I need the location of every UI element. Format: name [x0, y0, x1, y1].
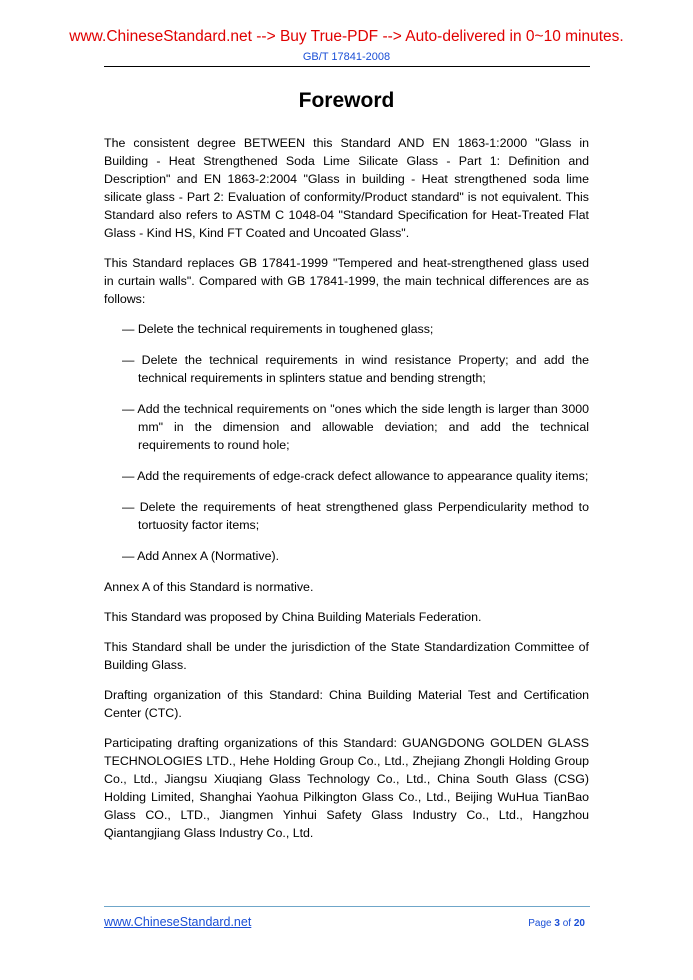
paragraph-jurisdiction: This Standard shall be under the jurisdiction of the State Standardization Committee of Building Glass.	[104, 640, 589, 672]
list-item: — Add the requirements of edge-crack defect allowance to appearance quality items;	[122, 469, 589, 483]
paragraph-proposed-by: This Standard was proposed by China Building Materials Federation.	[104, 610, 482, 624]
paragraph-drafting-org: Drafting organization of this Standard: China Building Material Test and Certification Center (CTC).	[104, 688, 589, 720]
paragraph-annex: Annex A of this Standard is normative.	[104, 580, 314, 594]
page-current: 3	[554, 918, 560, 929]
list-item: — Delete the requirements of heat strengthened glass Perpendicularity method to tortuosity factor items;	[122, 500, 589, 532]
list-item: — Add the technical requirements on "ones which the side length is larger than 3000 mm" in the dimension and allowable deviation; and add the technical requirements to round hole;	[122, 402, 589, 452]
list-item: — Add Annex A (Normative).	[122, 549, 280, 563]
list-item: — Delete the technical requirements in toughened glass;	[122, 322, 434, 336]
list-item: — Delete the technical requirements in wind resistance Property; and add the technical requirements in splinters statue and bending strength;	[122, 353, 589, 385]
foreword-body	[104, 134, 589, 854]
paragraph-equivalence: The consistent degree BETWEEN this Standard AND EN 1863-1:2000 "Glass in Building - Heat Strengthened Soda Lime Silicate Glass - Part 1: Definition and Description" and EN 1863-2:2004 "Glass in building - Heat strengthened soda lime silicate glass - Part 2: Evaluation of conformity/Product standard" is not equivalent. This Standard also refers to ASTM C 1048-04 "Standard Specification for Heat-Treated Flat Glass - Kind HS, Kind FT Coated and Uncoated Glass".	[104, 136, 589, 240]
download-banner[interactable]: www.ChineseStandard.net --> Buy True-PDF --> Auto-delivered in 0~10 minutes.	[69, 28, 624, 45]
paragraph-participating-orgs: Participating drafting organizations of this Standard: GUANGDONG GOLDEN GLASS TECHNOLOGIES LTD., Hehe Holding Group Co., Ltd., Zhejiang Zhongli Holding Group Co., Ltd., Jiangsu Xiuqiang Glass Technology Co., Ltd., China South Glass (CSG) Holding Limited, Shanghai Yaohua Pilkington Glass Co., Ltd., Beijing WuHua TianBao Glass CO., LTD., Jiangmen Yinhui Safety Glass Industry Co., Ltd., Hangzhou Qiantangjiang Glass Industry Co., Ltd.	[104, 736, 589, 840]
paragraph-replaces: This Standard replaces GB 17841-1999 "Tempered and heat-strengthened glass used in curtain walls". Compared with GB 17841-1999, the main technical differences are as follows:	[104, 256, 589, 306]
footer-website-link[interactable]: www.ChineseStandard.net	[104, 915, 252, 929]
standard-number: GB/T 17841-2008	[302, 51, 391, 63]
page-title: Foreword	[298, 89, 395, 112]
footer-divider	[104, 906, 590, 907]
header-divider	[104, 66, 590, 67]
page-number	[528, 918, 585, 929]
page-prefix: Page	[528, 918, 555, 929]
page-of: of	[559, 918, 574, 929]
page-total: 20	[573, 918, 585, 929]
